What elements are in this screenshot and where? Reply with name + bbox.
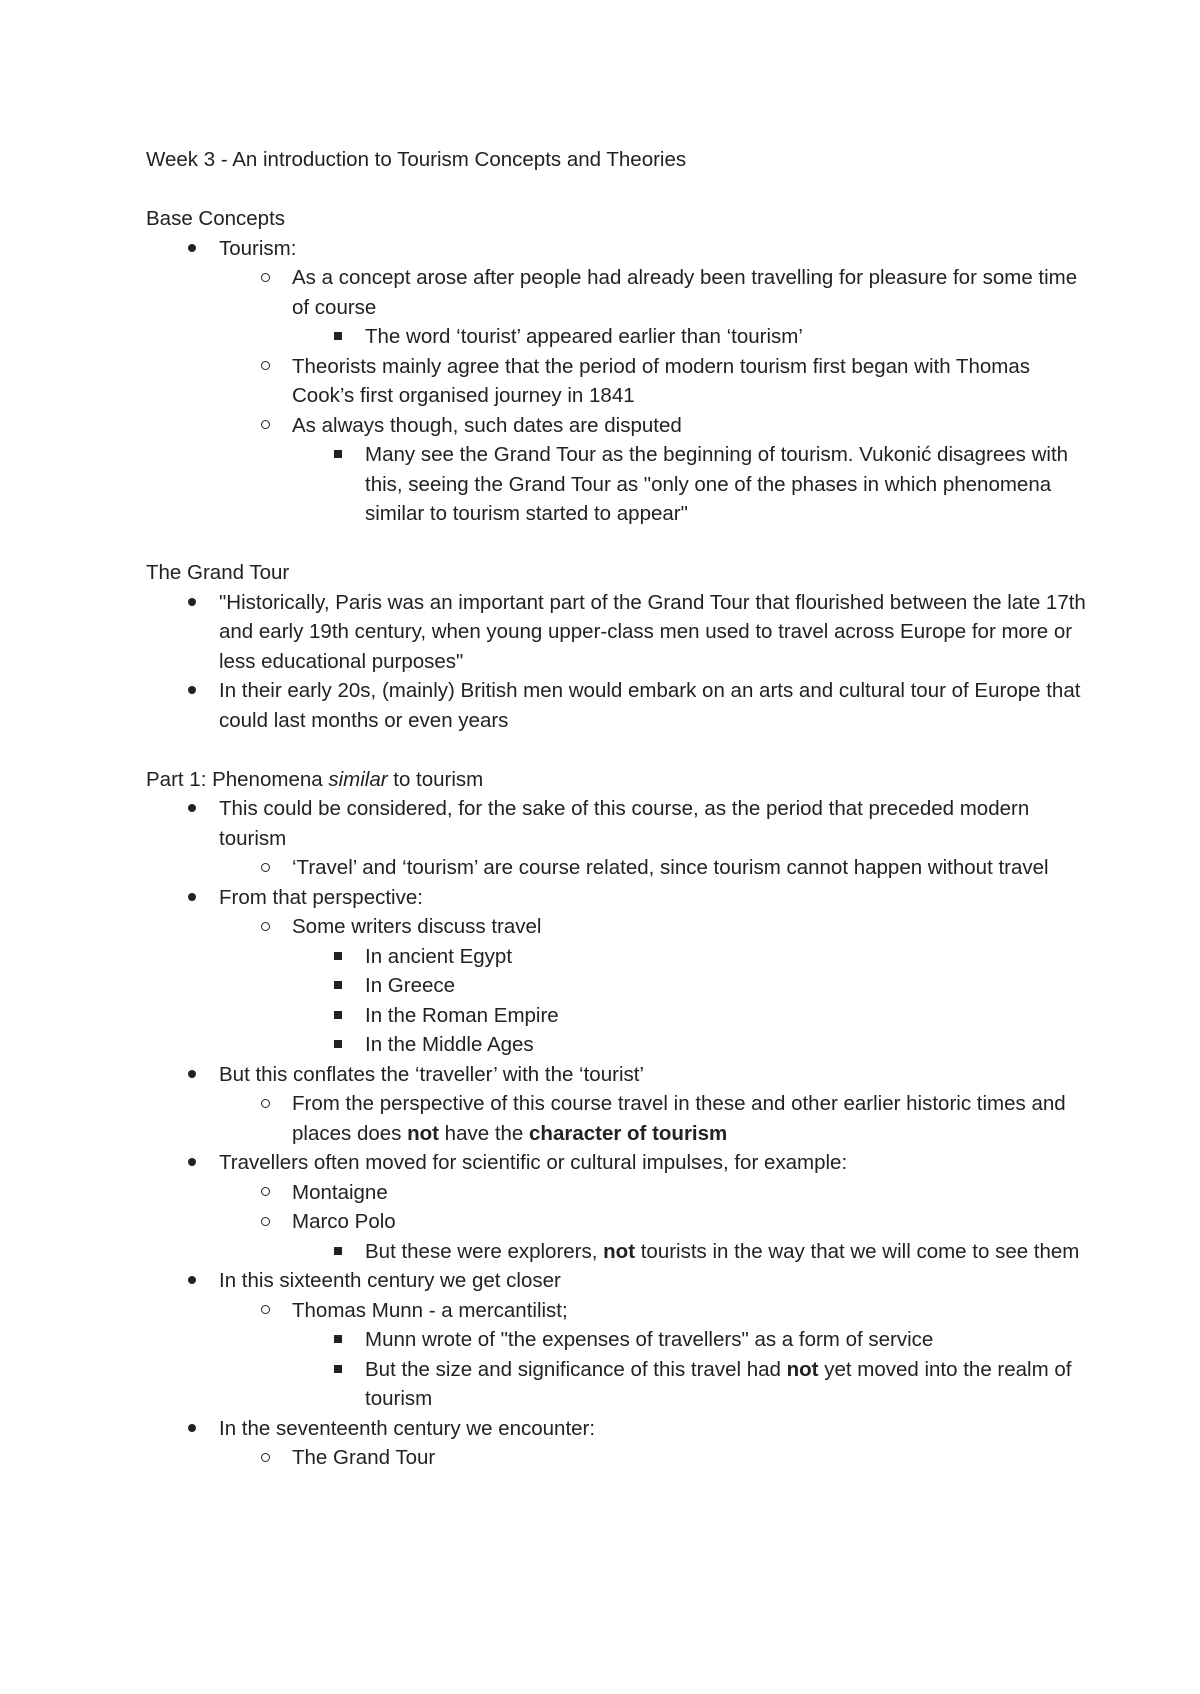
list-base-concepts [146,234,1086,529]
bullet-ring-icon [255,1443,275,1473]
sublist [219,1178,1086,1267]
list-item [146,588,1086,677]
item-text: From the perspective of this course travel in these and other earlier historic times and places does not have the character of tourism [292,1092,1066,1145]
bullet-square-icon [328,971,348,1001]
list-item [219,1089,1086,1148]
bullet-ring-icon [255,853,275,883]
bullet-ring-icon [255,912,275,942]
list-item [219,853,1086,883]
bullet-square-icon [328,1237,348,1267]
item-text: As always though, such dates are disputed [292,413,682,437]
item-text: The word ‘tourist’ appeared earlier than ‘tourism’ [365,325,803,348]
list-item [146,883,1086,1060]
document-title: Week 3 - An introduction to Tourism Concepts and Theories [146,148,687,171]
list-item [146,1060,1086,1149]
list-item [292,1001,1086,1031]
list-item [146,676,1086,735]
item-text: In the Middle Ages [365,1033,534,1056]
list-item [219,352,1086,411]
item-text: ‘Travel’ and ‘tourism’ are course related, since tourism cannot happen without travel [292,856,1049,879]
list-item [219,411,1086,529]
sublist [219,263,1086,529]
heading-grand-tour: The Grand Tour [146,561,290,584]
list-item [219,1178,1086,1208]
list-item [146,1148,1086,1266]
bullet-square-icon [328,1355,348,1385]
item-text: In Greece [365,974,456,997]
bullet-dot-icon [182,588,202,618]
bullet-square-icon [328,942,348,972]
list-item [292,440,1086,529]
item-text: Munn wrote of "the expenses of travellers" as a form of service [365,1328,934,1351]
bullet-square-icon [328,440,348,470]
sublist [292,1237,1086,1267]
list-item [219,263,1086,352]
item-text: The Grand Tour [292,1446,436,1469]
list-item [146,1414,1086,1473]
sublist [292,440,1086,529]
bullet-ring-icon [255,263,275,293]
bullet-dot-icon [182,676,202,706]
bullet-dot-icon [182,1266,202,1296]
list-grand-tour [146,588,1086,736]
sublist [219,912,1086,1060]
list-item [292,942,1086,972]
item-text: But the size and significance of this travel had not yet moved into the realm of tourism [365,1357,1072,1410]
bullet-dot-icon [182,883,202,913]
item-text: Marco Polo [292,1210,396,1233]
list-item [146,1266,1086,1414]
section-part-1 [146,765,1086,1473]
list-item [292,1030,1086,1060]
bullet-dot-icon [182,234,202,264]
list-item [219,1443,1086,1473]
bullet-ring-icon [255,1296,275,1326]
item-text: In this sixteenth century we get closer [219,1269,561,1292]
item-text: Many see the Grand Tour as the beginning of tourism. Vukonić disagrees with this, seeing the Grand Tour as "only one of the phases in which phenomena similar to tourism started to appear" [365,443,1069,525]
item-text: Tourism: [219,236,297,260]
item-text: From that perspective: [219,885,423,909]
item-text: "Historically, Paris was an important part of the Grand Tour that flourished between the late 17th and early 19th century, when young upper-class men used to travel across Europe for more or less educational purposes" [219,590,1086,673]
sublist [219,1443,1086,1473]
list-item [219,1296,1086,1414]
item-text: Some writers discuss travel [292,915,542,938]
item-text: But this conflates the ‘traveller’ with the ‘tourist’ [219,1062,644,1086]
heading-base-concepts: Base Concepts [146,207,286,230]
item-text: Travellers often moved for scientific or cultural impulses, for example: [219,1151,848,1174]
list-part-1 [146,794,1086,1473]
section-base-concepts [146,204,1086,529]
list-item [292,322,1086,352]
sublist [292,1325,1086,1414]
section-grand-tour [146,558,1086,735]
bullet-dot-icon [182,1060,202,1090]
item-text: But these were explorers, not tourists in the way that we will come to see them [365,1239,1080,1263]
list-item [146,234,1086,529]
list-item [146,794,1086,883]
item-text: In ancient Egypt [365,944,513,968]
bullet-ring-icon [255,1207,275,1237]
heading-part-1: Part 1: Phenomena similar to tourism [146,767,484,791]
sublist [219,1296,1086,1414]
bullet-square-icon [328,1001,348,1031]
bullet-dot-icon [182,794,202,824]
item-text: As a concept arose after people had already been travelling for pleasure for some time of course [292,266,1078,319]
bullet-ring-icon [255,1178,275,1208]
item-text: Montaigne [292,1180,388,1204]
bullet-ring-icon [255,1089,275,1119]
item-text: This could be considered, for the sake of this course, as the period that preceded modern tourism [219,797,1030,850]
bullet-ring-icon [255,411,275,441]
document-body [146,145,1086,1502]
bullet-dot-icon [182,1414,202,1444]
item-text: Theorists mainly agree that the period of modern tourism first began with Thomas Cook’s first organised journey in 1841 [292,354,1030,407]
list-item [219,912,1086,1060]
bullet-ring-icon [255,352,275,382]
sublist [219,1089,1086,1148]
bullet-square-icon [328,1030,348,1060]
bullet-square-icon [328,1325,348,1355]
sublist [292,322,1086,352]
sublist [219,853,1086,883]
list-item [219,1207,1086,1266]
item-text: In their early 20s, (mainly) British men would embark on an arts and cultural tour of Europe that could last months or even years [219,679,1081,732]
bullet-dot-icon [182,1148,202,1178]
list-item [292,1237,1086,1267]
list-item [292,971,1086,1001]
item-text: In the seventeenth century we encounter: [219,1416,596,1440]
list-item [292,1325,1086,1355]
item-text: Thomas Munn - a mercantilist; [292,1298,568,1322]
list-item [292,1355,1086,1414]
sublist [292,942,1086,1060]
bullet-square-icon [328,322,348,352]
item-text: In the Roman Empire [365,1003,559,1027]
